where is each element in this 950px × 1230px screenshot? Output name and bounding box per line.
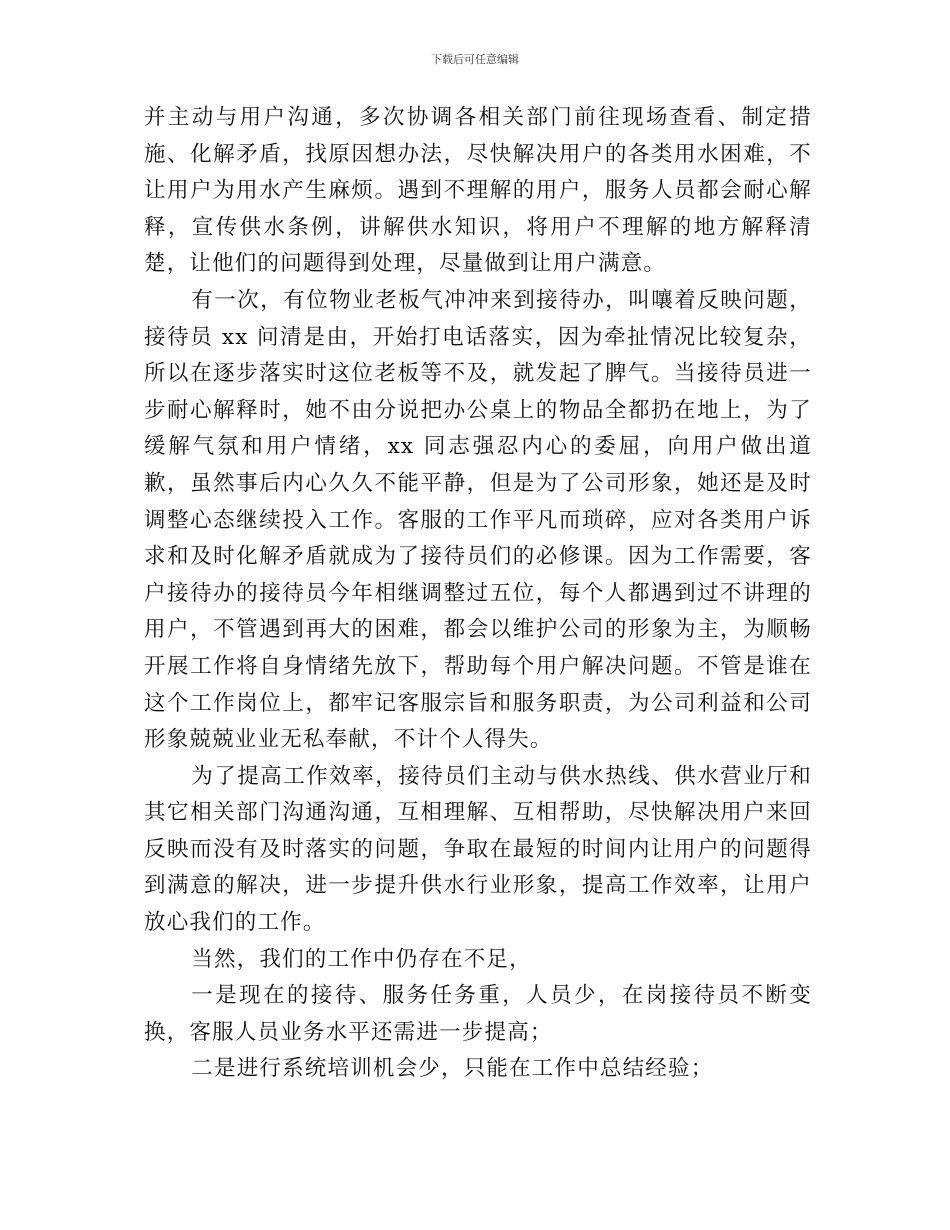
paragraph-1: 并主动与用户沟通，多次协调各相关部门前往现场查看、制定措施、化解矛盾，找原因想办法，尽快解决用户的各类用水困难，不让用户为用水产生麻烦。遇到不理解的用户，服务人员都会耐心解释，宣传供水条例，讲解供水知识，将用户不理解的地方解释清楚，让他们的问题得到处理，尽量做到让用户满意。 [144,105,812,277]
paragraph-3: 为了提高工作效率，接待员们主动与供水热线、供水营业厅和其它相关部门沟通沟通，互相理解、互相帮助，尽快解决用户来回反映而没有及时落实的问题，争取在最短的时间内让用户的问题得到满意的解决，进一步提升供水行业形象，提高工作效率，让用户放心我们的工作。 [144,763,812,936]
page-header: 下载后可任意编辑 [431,53,519,66]
paragraph-5: 一是现在的接待、服务任务重，人员少，在岗接待员不断变换，客服人员业务水平还需进一步提高； [144,983,812,1045]
document-body [144,100,812,1088]
paragraph-6: 二是进行系统培训机会少，只能在工作中总结经验； [191,1056,714,1082]
paragraph-4: 当然，我们的工作中仍存在不足， [191,946,532,972]
paragraph-2: 有一次，有位物业老板气冲冲来到接待办，叫嚷着反映问题，接待员 xx 问清是由，开始打电话落实，因为牵扯情况比较复杂，所以在逐步落实时这位老板等不及，就发起了脾气。当接待员进一步耐心解释时，她不由分说把办公桌上的物品全都扔在地上，为了缓解气氛和用户情绪，xx 同志强忍内心的委屈，向用户做出道歉，虽然事后内心久久不能平静，但是为了公司形象，她还是及时调整心态继续投入工作。客服的工作平凡而琐碎，应对各类用户诉求和及时化解矛盾就成为了接待员们的必修课。因为工作需要，客户接待办的接待员今年相继调整过五位，每个人都遇到过不讲理的用户，不管遇到再大的困难，都会以维护公司的形象为主，为顺畅开展工作将自身情绪先放下，帮助每个用户解决问题。不管是谁在这个工作岗位上，都牢记客服宗旨和服务职责，为公司利益和公司形象兢兢业业无私奉献，不计个人得失。 [144,287,812,753]
